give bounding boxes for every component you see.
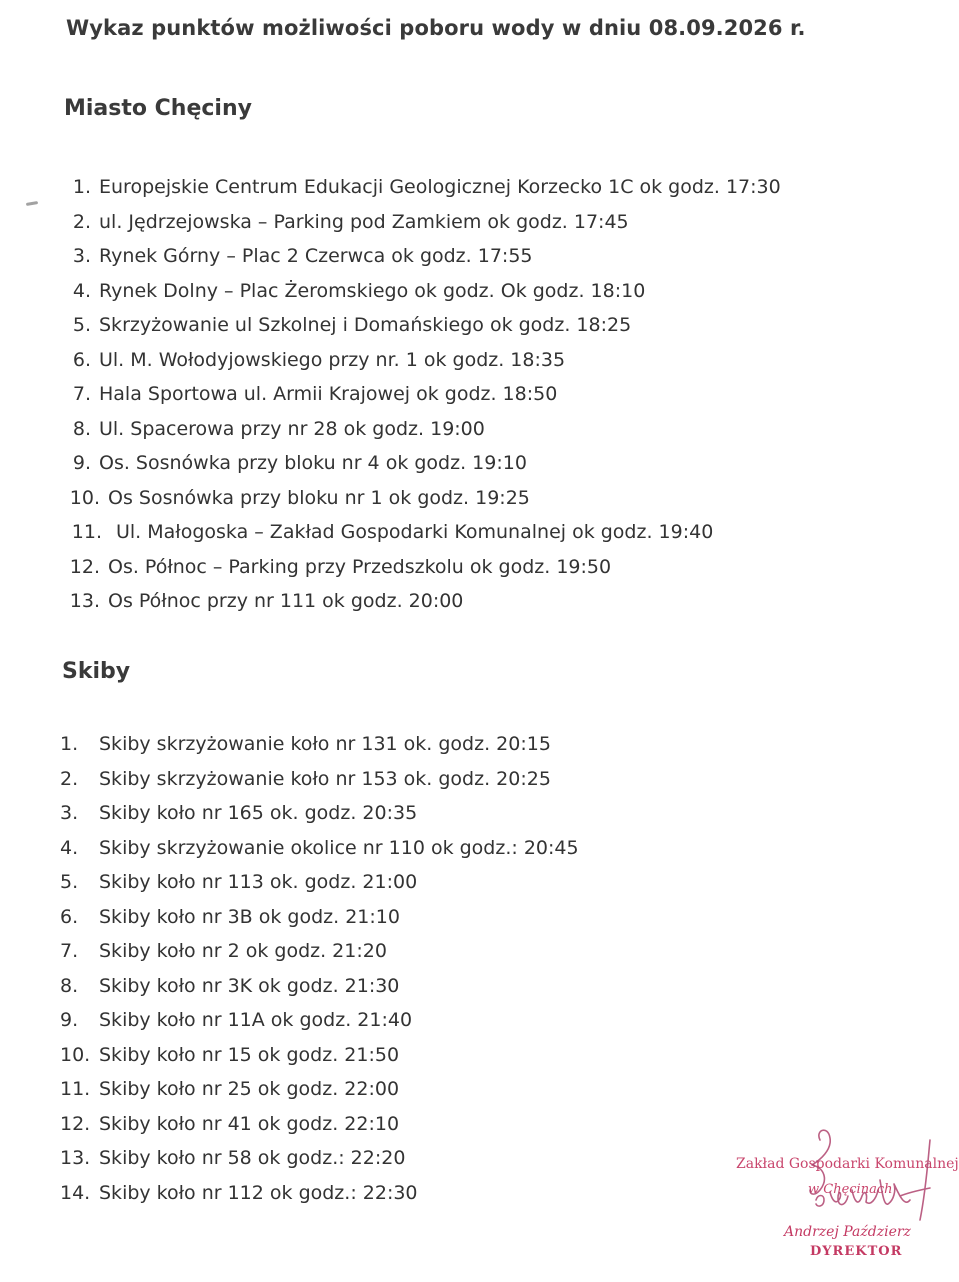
- item-text: Skiby koło nr 165 ok. godz. 20:35: [99, 802, 418, 824]
- item-number: 9.: [60, 1009, 79, 1031]
- list-item: [60, 831, 579, 866]
- item-number: 1.: [60, 733, 79, 755]
- item-number: 10.: [69, 486, 100, 509]
- item-number: 2.: [60, 767, 79, 790]
- list-item: [66, 584, 781, 619]
- item-number: 5.: [72, 314, 91, 336]
- item-number: 12.: [69, 555, 100, 578]
- list-item: [66, 239, 781, 274]
- item-number: 7.: [72, 383, 91, 405]
- list-item: [60, 1072, 579, 1107]
- item-number: 14.: [60, 1181, 91, 1204]
- list-item: [60, 796, 579, 831]
- item-number: 6.: [72, 348, 91, 371]
- list-item: [60, 1003, 579, 1038]
- item-number: 9.: [72, 452, 91, 474]
- water-points-list-checiny: [66, 170, 781, 619]
- item-text: Skiby koło nr 25 ok godz. 22:00: [99, 1078, 400, 1100]
- item-text: Skiby koło nr 41 ok godz. 22:10: [99, 1112, 400, 1135]
- list-item: [66, 515, 781, 550]
- item-number: 2.: [72, 210, 91, 233]
- item-number: 10.: [60, 1043, 91, 1066]
- item-number: 13.: [69, 590, 100, 612]
- item-text: Skiby koło nr 113 ok. godz. 21:00: [99, 871, 418, 893]
- list-item: [66, 343, 781, 378]
- item-text: Os Północ przy nr 111 ok godz. 20:00: [108, 590, 464, 612]
- item-text: Skiby koło nr 112 ok godz.: 22:30: [99, 1181, 418, 1204]
- item-text: Skiby koło nr 58 ok godz.: 22:20: [99, 1147, 406, 1169]
- item-text: Rynek Górny – Plac 2 Czerwca ok godz. 17:55: [99, 245, 533, 267]
- list-item: [66, 205, 781, 240]
- list-item: [60, 900, 579, 935]
- item-text: Os Sosnówka przy bloku nr 1 ok godz. 19:25: [108, 486, 530, 509]
- item-text: Rynek Dolny – Plac Żeromskiego ok godz. Ok godz. 18:10: [99, 279, 646, 302]
- item-text: Hala Sportowa ul. Armii Krajowej ok godz. 18:50: [99, 383, 558, 405]
- item-number: 11.: [60, 1078, 91, 1100]
- item-number: 3.: [72, 245, 91, 267]
- item-text: Ul. M. Wołodyjowskiego przy nr. 1 ok godz. 18:35: [99, 348, 566, 371]
- handwritten-signature-icon: [780, 1120, 959, 1240]
- item-number: 4.: [72, 279, 91, 302]
- item-text: Skiby koło nr 11A ok godz. 21:40: [99, 1009, 413, 1031]
- list-item: [66, 412, 781, 447]
- item-text: Skiby koło nr 3K ok godz. 21:30: [99, 974, 400, 997]
- item-text: Os. Sosnówka przy bloku nr 4 ok godz. 19:10: [99, 452, 527, 474]
- list-item: [66, 308, 781, 343]
- item-text: Ul. Małogoska – Zakład Gospodarki Komunalnej ok godz. 19:40: [116, 521, 714, 543]
- stamp-location: w Chęcinach: [808, 1182, 893, 1197]
- water-points-list-skiby: [60, 727, 579, 1210]
- item-number: 3.: [60, 802, 79, 824]
- list-item: [60, 1107, 579, 1142]
- list-item: [66, 550, 781, 585]
- list-item: [60, 934, 579, 969]
- list-item: [60, 1176, 579, 1211]
- list-item: [66, 446, 781, 481]
- item-text: Skiby skrzyżowanie koło nr 131 ok. godz. 20:15: [99, 733, 551, 755]
- list-item: [66, 170, 781, 205]
- item-text: Skiby skrzyżowanie koło nr 153 ok. godz. 20:25: [99, 767, 551, 790]
- list-item: [60, 1038, 579, 1073]
- stamp-company-name: Zakład Gospodarki Komunalnej: [736, 1156, 959, 1172]
- list-item: [60, 969, 579, 1004]
- item-number: 5.: [60, 871, 79, 893]
- list-item: [66, 481, 781, 516]
- item-number: 12.: [60, 1112, 91, 1135]
- item-text: Skiby koło nr 3B ok godz. 21:10: [99, 905, 400, 928]
- item-text: ul. Jędrzejowska – Parking pod Zamkiem ok godz. 17:45: [99, 210, 629, 233]
- item-text: Skiby koło nr 2 ok godz. 21:20: [99, 940, 387, 962]
- document-title: Wykaz punktów możliwości poboru wody w dniu 08.09.2026 r.: [66, 16, 806, 40]
- item-number: 8.: [72, 417, 91, 440]
- section-heading-miasto-checiny: Miasto Chęciny: [64, 96, 252, 121]
- item-text: Os. Północ – Parking przy Przedszkolu ok godz. 19:50: [108, 555, 612, 578]
- section-heading-skiby: Skiby: [62, 659, 131, 684]
- list-item: [60, 727, 579, 762]
- item-text: Skrzyżowanie ul Szkolnej i Domańskiego ok godz. 18:25: [99, 314, 632, 336]
- list-item: [60, 762, 579, 797]
- item-number: 6.: [60, 905, 79, 928]
- item-number: 13.: [60, 1147, 91, 1169]
- list-item: [60, 865, 579, 900]
- item-text: Ul. Spacerowa przy nr 28 ok godz. 19:00: [99, 417, 485, 440]
- list-item: [66, 377, 781, 412]
- item-text: Europejskie Centrum Edukacji Geologicznej Korzecko 1C ok godz. 17:30: [99, 176, 781, 198]
- item-number: 7.: [60, 940, 79, 962]
- item-text: Skiby koło nr 15 ok godz. 21:50: [99, 1043, 400, 1066]
- list-item: [60, 1141, 579, 1176]
- item-number: 1.: [72, 176, 91, 198]
- stamp-person-name: Andrzej Paździerz: [784, 1224, 911, 1240]
- list-item: [66, 274, 781, 309]
- item-number: 8.: [60, 974, 79, 997]
- item-number: 11.: [71, 521, 102, 543]
- item-number: 4.: [60, 836, 79, 859]
- item-text: Skiby skrzyżowanie okolice nr 110 ok godz.: 20:45: [99, 836, 579, 859]
- stamp-position: DYREKTOR: [810, 1244, 903, 1259]
- scan-speck: [26, 201, 38, 206]
